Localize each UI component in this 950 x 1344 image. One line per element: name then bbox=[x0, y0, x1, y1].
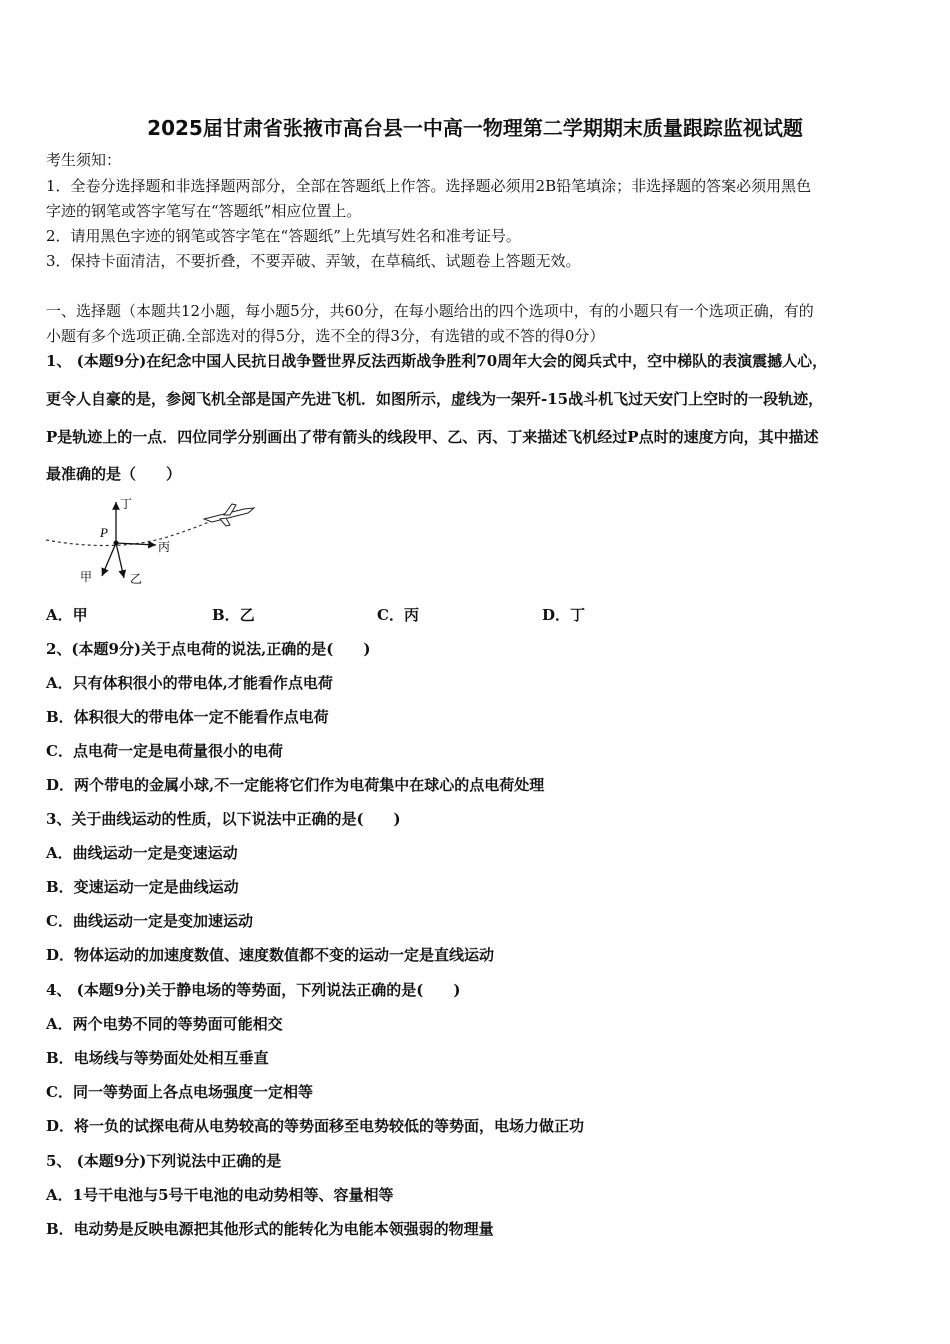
q4-option-a[interactable]: A．两个电势不同的等势面可能相交 bbox=[46, 1015, 283, 1033]
q3-option-c[interactable]: C．曲线运动一定是变加速运动 bbox=[46, 912, 253, 930]
q4-option-b[interactable]: B．电场线与等势面处处相互垂直 bbox=[46, 1049, 269, 1067]
arrow-jia bbox=[102, 543, 116, 576]
notice-item: 2．请用黑色字迹的钢笔或答字笔在“答题纸”上先填写姓名和准考证号。 bbox=[46, 227, 521, 245]
q2-option-b[interactable]: B．体积很大的带电体一定不能看作点电荷 bbox=[46, 708, 329, 726]
label-p: P bbox=[100, 525, 108, 540]
label-yi: 乙 bbox=[130, 572, 143, 586]
q5-option-b[interactable]: B．电动势是反映电源把其他形式的能转化为电能本领强弱的物理量 bbox=[46, 1220, 494, 1238]
notice-item: 3．保持卡面清洁，不要折叠，不要弄破、弄皱，在草稿纸、试题卷上答题无效。 bbox=[46, 252, 581, 270]
q1-stem: 1、 (本题9分)在纪念中国人民抗日战争暨世界反法西斯战争胜利70周年大会的阅兵式中，空中梯队的表演震撼人心， bbox=[46, 352, 828, 370]
q1-options bbox=[46, 604, 746, 626]
q5-stem: 5、 (本题9分)下列说法中正确的是 bbox=[46, 1152, 282, 1170]
q1-option-a[interactable]: A．甲 bbox=[46, 606, 88, 624]
section-heading: 一、选择题（本题共12小题，每小题5分，共60分，在每小题给出的四个选项中，有的小题只有一个选项正确，有的 bbox=[46, 302, 814, 320]
q1-option-d[interactable]: D．丁 bbox=[542, 606, 586, 624]
label-ding: 丁 bbox=[120, 497, 133, 511]
label-bing: 丙 bbox=[158, 540, 171, 554]
trajectory-curve bbox=[46, 514, 224, 546]
q4-stem: 4、 (本题9分)关于静电场的等势面，下列说法正确的是( ) bbox=[46, 981, 461, 999]
q4-option-d[interactable]: D．将一负的试探电荷从电势较高的等势面移至电势较低的等势面，电场力做正功 bbox=[46, 1117, 585, 1135]
q2-stem: 2、(本题9分)关于点电荷的说法,正确的是( ) bbox=[46, 640, 371, 658]
q2-option-d[interactable]: D．两个带电的金属小球,不一定能将它们作为电荷集中在球心的点电荷处理 bbox=[46, 776, 545, 794]
q1-stem: 最准确的是（ ） bbox=[46, 465, 182, 483]
notice-item: 1．全卷分选择题和非选择题两部分，全部在答题纸上作答。选择题必须用2B铅笔填涂；非选择题的答案必须用黑色 bbox=[46, 177, 812, 195]
q3-option-b[interactable]: B．变速运动一定是曲线运动 bbox=[46, 878, 239, 896]
q1-stem: 更令人自豪的是，参阅飞机全部是国产先进飞机．如图所示，虚线为一架歼-15战斗机飞过天安门上空时的一段轨迹， bbox=[46, 390, 824, 408]
section-heading-cont: 小题有多个选项正确.全部选对的得5分，选不全的得3分，有选错的或不答的得0分） bbox=[46, 327, 605, 345]
q4-option-c[interactable]: C．同一等势面上各点电场强度一定相等 bbox=[46, 1083, 313, 1101]
page-title: 2025届甘肃省张掖市高台县一中高一物理第二学期期末质量跟踪监视试题 bbox=[147, 116, 803, 140]
q1-option-b[interactable]: B．乙 bbox=[212, 606, 255, 624]
q2-option-c[interactable]: C．点电荷一定是电荷量很小的电荷 bbox=[46, 742, 283, 760]
q3-stem: 3、关于曲线运动的性质，以下说法中正确的是( ) bbox=[46, 810, 401, 828]
q1-stem: P是轨迹上的一点．四位同学分别画出了带有箭头的线段甲、乙、丙、丁来描述飞机经过P点时的速度方向，其中描述 bbox=[46, 428, 819, 446]
jet-icon bbox=[204, 504, 254, 526]
q2-option-a[interactable]: A．只有体积很小的带电体,才能看作点电荷 bbox=[46, 674, 333, 692]
label-jia: 甲 bbox=[80, 570, 93, 584]
trajectory-figure bbox=[44, 492, 264, 592]
notice-item: 字迹的钢笔或答字笔写在“答题纸”相应位置上。 bbox=[46, 202, 362, 220]
q3-option-a[interactable]: A．曲线运动一定是变速运动 bbox=[46, 844, 238, 862]
notice-heading: 考生须知： bbox=[46, 151, 122, 169]
q5-option-a[interactable]: A．1号干电池与5号干电池的电动势相等、容量相等 bbox=[46, 1186, 394, 1204]
q3-option-d[interactable]: D．物体运动的加速度数值、速度数值都不变的运动一定是直线运动 bbox=[46, 946, 495, 964]
arrow-yi bbox=[116, 543, 124, 578]
q1-option-c[interactable]: C．丙 bbox=[377, 606, 419, 624]
